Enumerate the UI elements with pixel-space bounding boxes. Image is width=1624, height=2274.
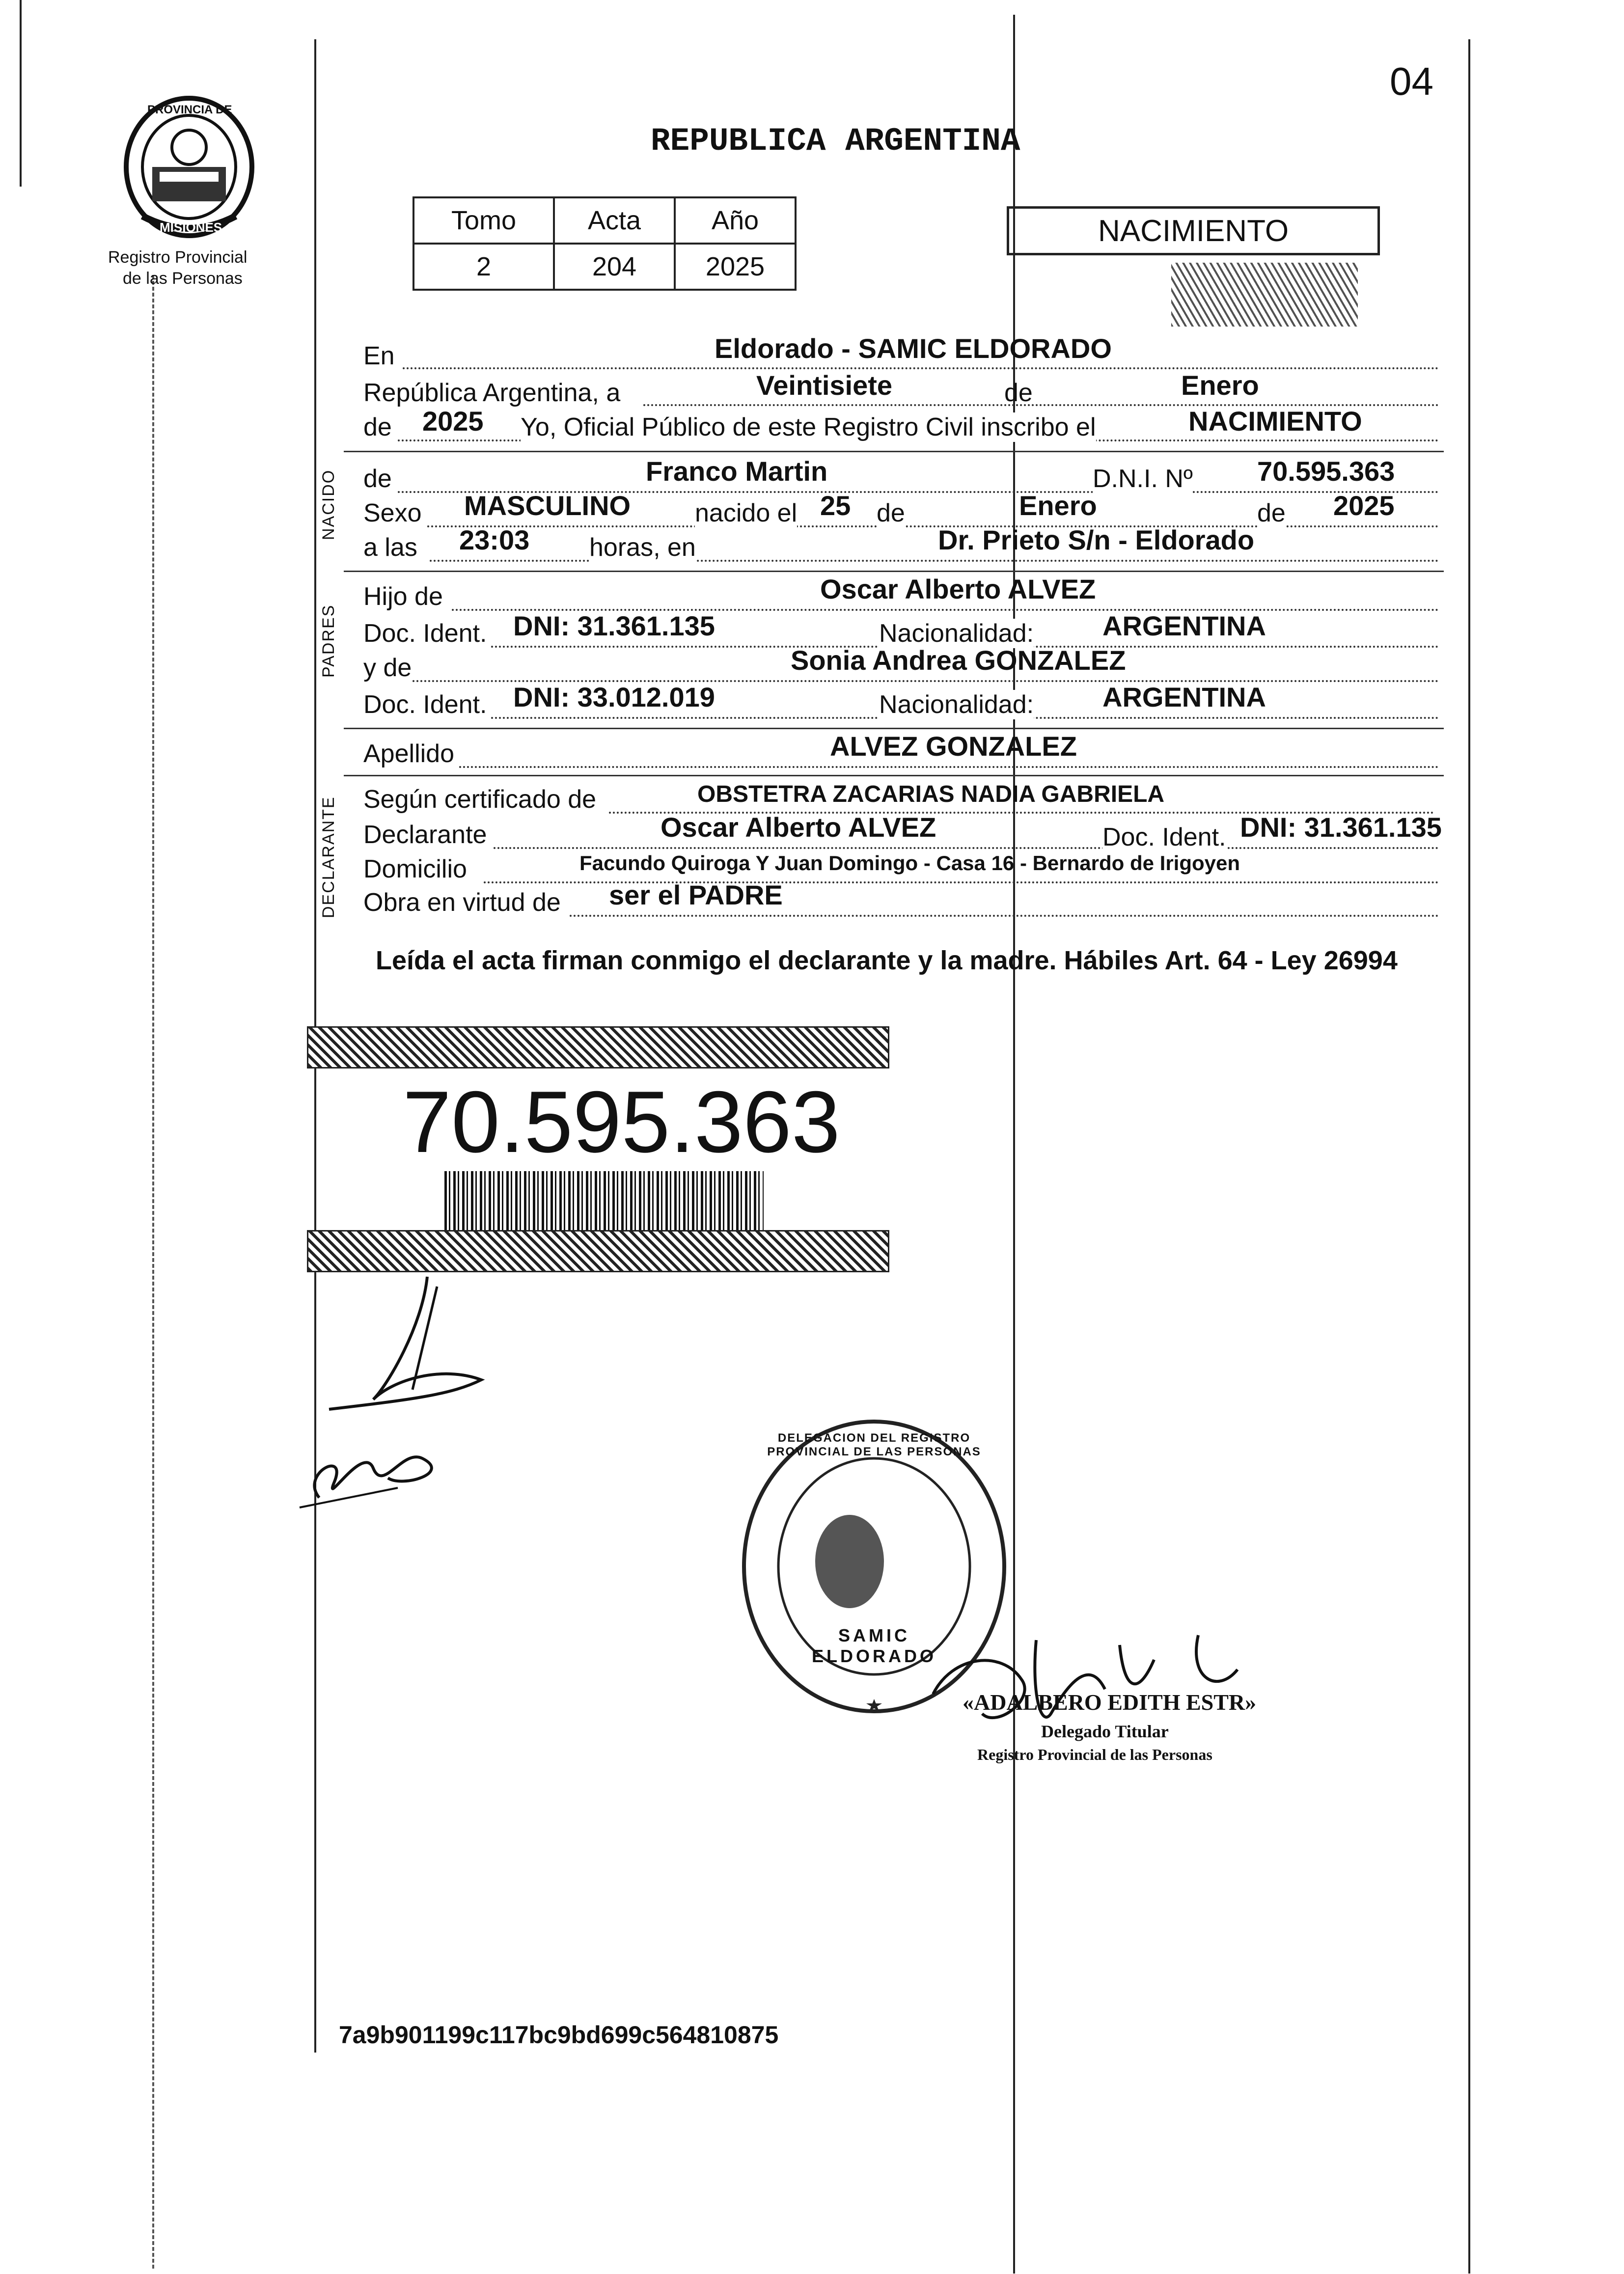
father-doc-value: DNI: 31.361.135 xyxy=(513,610,715,641)
oficial-text: Yo, Oficial Público de este Registro Civil inscribo el xyxy=(521,413,1096,441)
anio-value: 2025 xyxy=(675,244,796,290)
declarante-label: Declarante xyxy=(363,821,487,849)
anio-header: Año xyxy=(675,197,796,244)
registro-logo xyxy=(123,93,255,241)
security-hologram xyxy=(1171,263,1358,327)
second-signature xyxy=(290,1429,476,1517)
y-de-label: y de xyxy=(363,654,412,682)
officer-title: Delegado Titular xyxy=(1041,1722,1169,1741)
left-margin-line xyxy=(20,0,22,187)
de-label: de xyxy=(1004,379,1033,407)
day-value: Veintisiete xyxy=(756,370,893,401)
act-type-box xyxy=(1007,206,1380,255)
country-title: REPUBLICA ARGENTINA xyxy=(651,123,1020,160)
apellido-label: Apellido xyxy=(363,740,455,768)
hijo-label: Hijo de xyxy=(363,582,443,611)
child-dni-value: 70.595.363 xyxy=(1257,456,1395,487)
obra-dots xyxy=(570,915,1439,917)
en-dots xyxy=(403,367,1439,369)
dni-label: D.N.I. Nº xyxy=(1093,465,1193,493)
mother-nac-label: Nacionalidad: xyxy=(879,690,1034,719)
birth-time-value: 23:03 xyxy=(459,524,530,555)
year-value: 2025 xyxy=(422,406,484,437)
seal-inner-text: SAMIC ELDORADO xyxy=(812,1625,936,1666)
logo-caption-line1: Registro Provincial xyxy=(108,248,248,267)
en-value: Eldorado - SAMIC ELDORADO xyxy=(715,333,1112,364)
big-dni-number: 70.595.363 xyxy=(403,1073,840,1171)
declarante-doc-label: Doc. Ident. xyxy=(1102,823,1226,851)
birth-day-value: 25 xyxy=(820,490,851,521)
declarante-signature xyxy=(314,1267,629,1424)
closing-statement: Leída el acta firman conmigo el declarante y la madre. Hábiles Art. 64 - Ley 26994 xyxy=(376,946,1398,975)
horas-label: horas, en xyxy=(589,533,696,562)
mother-doc-label: Doc. Ident. xyxy=(363,690,487,719)
segun-value: OBSTETRA ZACARIAS NADIA GABRIELA xyxy=(697,781,1165,807)
logo-text-top: PROVINCIA DE xyxy=(147,103,232,116)
father-nac-label: Nacionalidad: xyxy=(879,619,1034,648)
declarante-doc-value: DNI: 31.361.135 xyxy=(1240,812,1442,843)
apellido-value: ALVEZ GONZALEZ xyxy=(830,731,1077,762)
nacido-de-label3: de xyxy=(1257,499,1286,527)
a-las-dots xyxy=(430,560,1439,562)
de2-label: de xyxy=(363,413,392,441)
obra-value: ser el PADRE xyxy=(609,879,783,910)
a-las-label: a las xyxy=(363,533,417,562)
inscribo-value: NACIMIENTO xyxy=(1188,406,1362,437)
father-name-value: Oscar Alberto ALVEZ xyxy=(820,574,1096,604)
left-dashed-rule xyxy=(152,275,154,2269)
month-value: Enero xyxy=(1181,370,1259,401)
sexo-dots xyxy=(427,525,1439,527)
security-band-top xyxy=(307,1026,889,1069)
nacido-el-label: nacido el xyxy=(695,499,798,527)
birth-year-value: 2025 xyxy=(1333,490,1395,521)
en-label: En xyxy=(363,342,395,370)
separator-4 xyxy=(344,775,1444,776)
seal-outer-text: DELEGACION DEL REGISTRO PROVINCIAL DE LAS PERSONAS xyxy=(767,1431,981,1458)
security-band-bottom xyxy=(307,1230,889,1272)
tomo-value: 2 xyxy=(413,244,554,290)
tomo-acta-table xyxy=(413,196,797,291)
act-type-label: NACIMIENTO xyxy=(1098,214,1289,248)
acta-header: Acta xyxy=(554,197,675,244)
domicilio-label: Domicilio xyxy=(363,855,467,883)
birth-place-value: Dr. Prieto S/n - Eldorado xyxy=(938,524,1255,555)
officer-name: «ADALBERO EDITH ESTR» xyxy=(963,1690,1257,1715)
child-name-value: Franco Martin xyxy=(646,456,828,487)
republica-label: República Argentina, a xyxy=(363,379,621,407)
sexo-value: MASCULINO xyxy=(464,490,631,521)
logo-caption-line2: de las Personas xyxy=(123,269,243,288)
separator-1 xyxy=(344,451,1444,452)
obra-label: Obra en virtud de xyxy=(363,888,561,917)
segun-label: Según certificado de xyxy=(363,785,597,814)
page-number: 04 xyxy=(1390,59,1433,103)
section-nacido-label: NACIDO xyxy=(319,469,338,540)
document-hash: 7a9b901199c117bc9bd699c564810875 xyxy=(339,2021,779,2049)
acta-value: 204 xyxy=(554,244,675,290)
separator-2 xyxy=(344,571,1444,572)
section-padres-label: PADRES xyxy=(319,604,338,678)
logo-text-bottom: MISIONES xyxy=(160,220,222,235)
birth-month-value: Enero xyxy=(1019,490,1097,521)
sexo-label: Sexo xyxy=(363,499,422,527)
declarante-value: Oscar Alberto ALVEZ xyxy=(661,812,936,843)
nacido-de-label2: de xyxy=(877,499,905,527)
mother-doc-value: DNI: 33.012.019 xyxy=(513,682,715,712)
tomo-header: Tomo xyxy=(413,197,554,244)
barcode xyxy=(444,1171,764,1230)
frame-right-line xyxy=(1468,39,1470,2274)
mother-name-value: Sonia Andrea GONZALEZ xyxy=(791,645,1126,676)
father-nac-value: ARGENTINA xyxy=(1102,610,1266,641)
separator-3 xyxy=(344,728,1444,729)
domicilio-value: Facundo Quiroga Y Juan Domingo - Casa 16 - Bernardo de Irigoyen xyxy=(579,851,1240,875)
mother-nac-value: ARGENTINA xyxy=(1102,682,1266,712)
nacido-de-label: de xyxy=(363,465,392,493)
officer-office: Registro Provincial de las Personas xyxy=(977,1746,1212,1763)
father-doc-label: Doc. Ident. xyxy=(363,619,487,648)
section-declarante-label: DECLARANTE xyxy=(319,796,338,918)
apellido-dots xyxy=(459,766,1439,768)
